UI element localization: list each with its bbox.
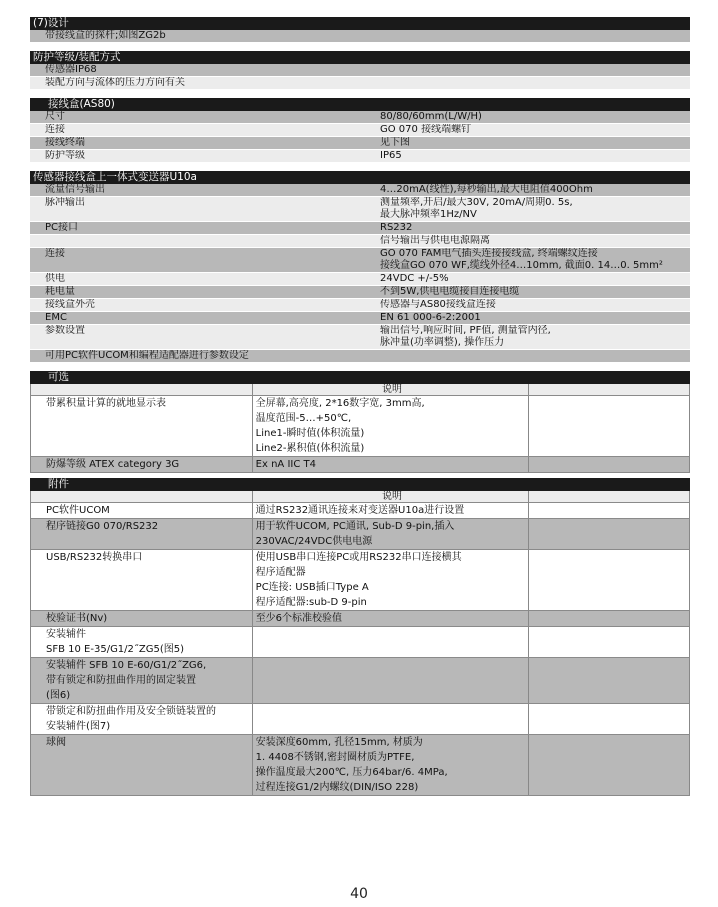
- spec-value: [377, 273, 690, 285]
- table-row-description: [253, 519, 530, 549]
- table-row-empty-cell: [529, 611, 690, 626]
- spec-row: [30, 222, 690, 235]
- spec-row: [30, 137, 690, 150]
- spec-value-line: 测量频率,开启/最大30V, 20mA/周期0. 5s,: [380, 197, 573, 208]
- table-row-label: [31, 550, 253, 610]
- spec-row: [30, 325, 690, 350]
- table-row: [30, 457, 690, 473]
- section-header-design: (7)设计: [30, 17, 690, 30]
- protection-row-text: 装配方向与流体的压力方向有关: [45, 77, 185, 88]
- table-desc-line: Line2-累积值(体积流量): [255, 443, 365, 454]
- table-row-label: [31, 457, 253, 472]
- spec-row: [30, 312, 690, 325]
- spec-label: 连接: [45, 248, 65, 259]
- spec-label: 接线盒外壳: [45, 299, 95, 310]
- table-desc-line: [256, 627, 529, 642]
- table-label-line: 校验证书(Nv): [46, 613, 108, 624]
- spec-value-line: 见下图: [380, 137, 410, 148]
- spec-row: [30, 248, 690, 273]
- table-label-line: 安装辅件: [46, 629, 86, 640]
- spec-label: 供电: [45, 273, 65, 284]
- spec-row: [30, 235, 690, 248]
- table-label-line: PC软件UCOM: [46, 505, 110, 516]
- table-row-description: [253, 627, 530, 657]
- table-desc-line: 1. 4408不锈钢,密封圈材质为PTFE,: [255, 752, 415, 763]
- protection-row: [30, 64, 690, 77]
- spec-label: 防护等级: [45, 150, 85, 161]
- table-row-description: [253, 658, 530, 703]
- table-desc-line: [256, 658, 529, 673]
- table-row: [30, 611, 690, 627]
- table-row-description: [253, 611, 530, 626]
- spec-value-line: 24VDC +/-5%: [380, 273, 449, 284]
- table-desc-line: 使用USB串口连接PC或用RS232串口连接横其: [255, 552, 462, 563]
- spec-label: 脉冲输出: [45, 197, 85, 208]
- spec-label: 接线终端: [45, 137, 85, 148]
- table-desc-line: 至少6个标准校验值: [255, 613, 343, 624]
- table-row: [30, 503, 690, 519]
- spec-value: [377, 312, 690, 324]
- table-row-label: [31, 611, 253, 626]
- spec-value: [377, 286, 690, 298]
- spec-row: [30, 150, 690, 163]
- spec-value-line: 信号输出与供电电源隔离: [380, 235, 490, 246]
- spec-label: [30, 235, 377, 247]
- table-row: [30, 396, 690, 457]
- datasheet-page: [30, 17, 690, 796]
- table-row-description: [253, 735, 530, 795]
- spec-label: PC接口: [45, 222, 79, 233]
- spec-label: 耗电量: [45, 286, 75, 297]
- design-row-text: 带接线盒的探杆;如图ZG2b: [45, 30, 166, 41]
- table-row-empty-cell: [529, 704, 690, 734]
- table-row-label: [31, 658, 253, 703]
- table-desc-line: 程序适配器: [255, 567, 306, 578]
- spec-value: [377, 111, 690, 123]
- spec-value-line: 输出信号,响应时间, PF值, 测量管内径,: [380, 325, 551, 336]
- spec-row: [30, 197, 690, 222]
- table-label-line: 球阀: [46, 737, 66, 748]
- table-desc-line: 用于软件UCOM, PC通讯, Sub-D 9-pin,插入: [255, 521, 455, 532]
- options-col-description: 说明: [253, 384, 530, 395]
- table-row: [30, 704, 690, 735]
- section-header-junction-box: 接线盒(AS80): [30, 98, 690, 111]
- table-row-empty-cell: [529, 396, 690, 456]
- section-header-accessories: 附件: [30, 478, 690, 491]
- spec-value-line: 脉冲量(功率调整), 操作压力: [380, 337, 505, 348]
- table-desc-line: 过程连接G1/2内螺纹(DIN/ISO 228): [255, 782, 419, 793]
- spec-value-line: 传感器与AS80接线盒连接: [380, 299, 496, 310]
- table-label-line: 带锁定和防扭曲作用及安全锁链装置的: [46, 706, 216, 717]
- protection-row: [30, 77, 690, 90]
- table-row-empty-cell: [529, 503, 690, 518]
- design-row: [30, 30, 690, 43]
- table-row-label: [31, 396, 253, 456]
- table-desc-line: PC连接: USB插口Type A: [255, 582, 369, 593]
- table-row-label: [31, 735, 253, 795]
- spec-value: [377, 299, 690, 311]
- spec-value: [377, 325, 690, 349]
- spec-value: [377, 222, 690, 234]
- table-row-label: [31, 519, 253, 549]
- table-desc-line: 操作温度最大200℃, 压力64bar/6. 4MPa,: [255, 767, 448, 778]
- table-row-label: [31, 627, 253, 657]
- spec-value-line: EN 61 000-6-2:2001: [380, 312, 481, 323]
- table-label-line: 防爆等级 ATEX category 3G: [46, 459, 180, 470]
- table-label-line: USB/RS232转换串口: [46, 552, 143, 563]
- table-row-description: [253, 396, 530, 456]
- spec-value-line: 接线盒GO 070 WF,缆线外径4…10mm, 截面0. 14…0. 5mm²: [380, 260, 663, 271]
- spec-label: EMC: [45, 312, 67, 323]
- spec-value-line: 80/80/60mm(L/W/H): [380, 111, 482, 122]
- spec-value: [377, 150, 690, 162]
- table-row-empty-cell: [529, 627, 690, 657]
- table-row-label: [31, 704, 253, 734]
- table-row-label: [31, 503, 253, 518]
- table-row-empty-cell: [529, 658, 690, 703]
- table-label-line: 安装辅件(图7): [46, 721, 111, 732]
- table-desc-line: Ex nA IIC T4: [255, 459, 316, 470]
- spec-label: 尺寸: [45, 111, 65, 122]
- table-label-line: 带累积量计算的就地显示表: [46, 398, 166, 409]
- spec-label: 连接: [45, 124, 65, 135]
- spec-value: [377, 184, 690, 196]
- spec-value-line: RS232: [380, 222, 413, 233]
- table-desc-line: 全屏幕,高亮度, 2*16数字宽, 3mm高,: [255, 398, 425, 409]
- table-row-empty-cell: [529, 519, 690, 549]
- table-row-description: [253, 704, 530, 734]
- table-row-empty-cell: [529, 550, 690, 610]
- table-row-description: [253, 550, 530, 610]
- section-header-options: 可选: [30, 371, 690, 384]
- table-row-empty-cell: [529, 457, 690, 472]
- table-desc-line: 通过RS232通讯连接来对变送器U10a进行设置: [255, 505, 465, 516]
- accessories-col-description: 说明: [253, 491, 530, 502]
- table-desc-line: [256, 704, 529, 719]
- spec-value: [377, 197, 690, 221]
- transmitter-footer: [30, 350, 690, 363]
- spec-label: 参数设置: [45, 325, 85, 336]
- section-header-protection: 防护等级/装配方式: [30, 51, 690, 64]
- table-desc-line: 安装深度60mm, 孔径15mm, 材质为: [255, 737, 423, 748]
- accessories-column-header: [30, 491, 690, 503]
- options-column-header: [30, 384, 690, 396]
- table-label-line: (图6): [46, 690, 71, 701]
- spec-value-line: 不到5W,供电电缆接自连接电缆: [380, 286, 520, 297]
- table-row: [30, 627, 690, 658]
- table-row-description: [253, 457, 530, 472]
- table-row-description: [253, 503, 530, 518]
- spec-row: [30, 286, 690, 299]
- spec-value: [377, 137, 690, 149]
- table-row: [30, 735, 690, 796]
- table-label-line: SFB 10 E-35/G1/2˝ZG5(图5): [46, 644, 185, 655]
- table-row: [30, 519, 690, 550]
- page-number: 40: [350, 886, 368, 902]
- spec-row: [30, 299, 690, 312]
- spec-value-line: GO 070 FAM电气插头连接接线盒, 终端螺纹连接: [380, 248, 598, 259]
- table-label-line: 带有锁定和防扭曲作用的固定装置: [46, 675, 196, 686]
- table-row: [30, 550, 690, 611]
- spec-row: [30, 124, 690, 137]
- table-row: [30, 658, 690, 704]
- section-header-transmitter: 传感器接线盒上一体式变送器U10a: [30, 171, 690, 184]
- transmitter-footer-text: 可用PC软件UCOM和编程适配器进行参数设定: [45, 350, 249, 361]
- spec-value-line: GO 070 接线端螺钉: [380, 124, 472, 135]
- table-desc-line: 程序适配器:sub-D 9-pin: [255, 597, 367, 608]
- spec-row: [30, 111, 690, 124]
- spec-value: [377, 235, 690, 247]
- spec-row: [30, 184, 690, 197]
- spec-value: [377, 124, 690, 136]
- spec-row: [30, 273, 690, 286]
- spec-value-line: IP65: [380, 150, 402, 161]
- table-label-line: 安装辅件 SFB 10 E-60/G1/2˝ZG6,: [46, 660, 207, 671]
- protection-row-text: 传感器IP68: [45, 64, 97, 75]
- spec-label: 流量信号输出: [45, 184, 105, 195]
- table-desc-line: 230VAC/24VDC供电电源: [255, 536, 373, 547]
- table-desc-line: Line1-瞬时值(体积流量): [255, 428, 365, 439]
- table-label-line: 程序链接G0 070/RS232: [46, 521, 159, 532]
- spec-value: [377, 248, 690, 272]
- table-desc-line: 温度范围-5…+50℃,: [255, 413, 352, 424]
- spec-value-line: 最大脉冲频率1Hz/NV: [380, 209, 477, 220]
- table-row-empty-cell: [529, 735, 690, 795]
- spec-value-line: 4…20mA(线性),每秒输出,最大电阻值400Ohm: [380, 184, 593, 195]
